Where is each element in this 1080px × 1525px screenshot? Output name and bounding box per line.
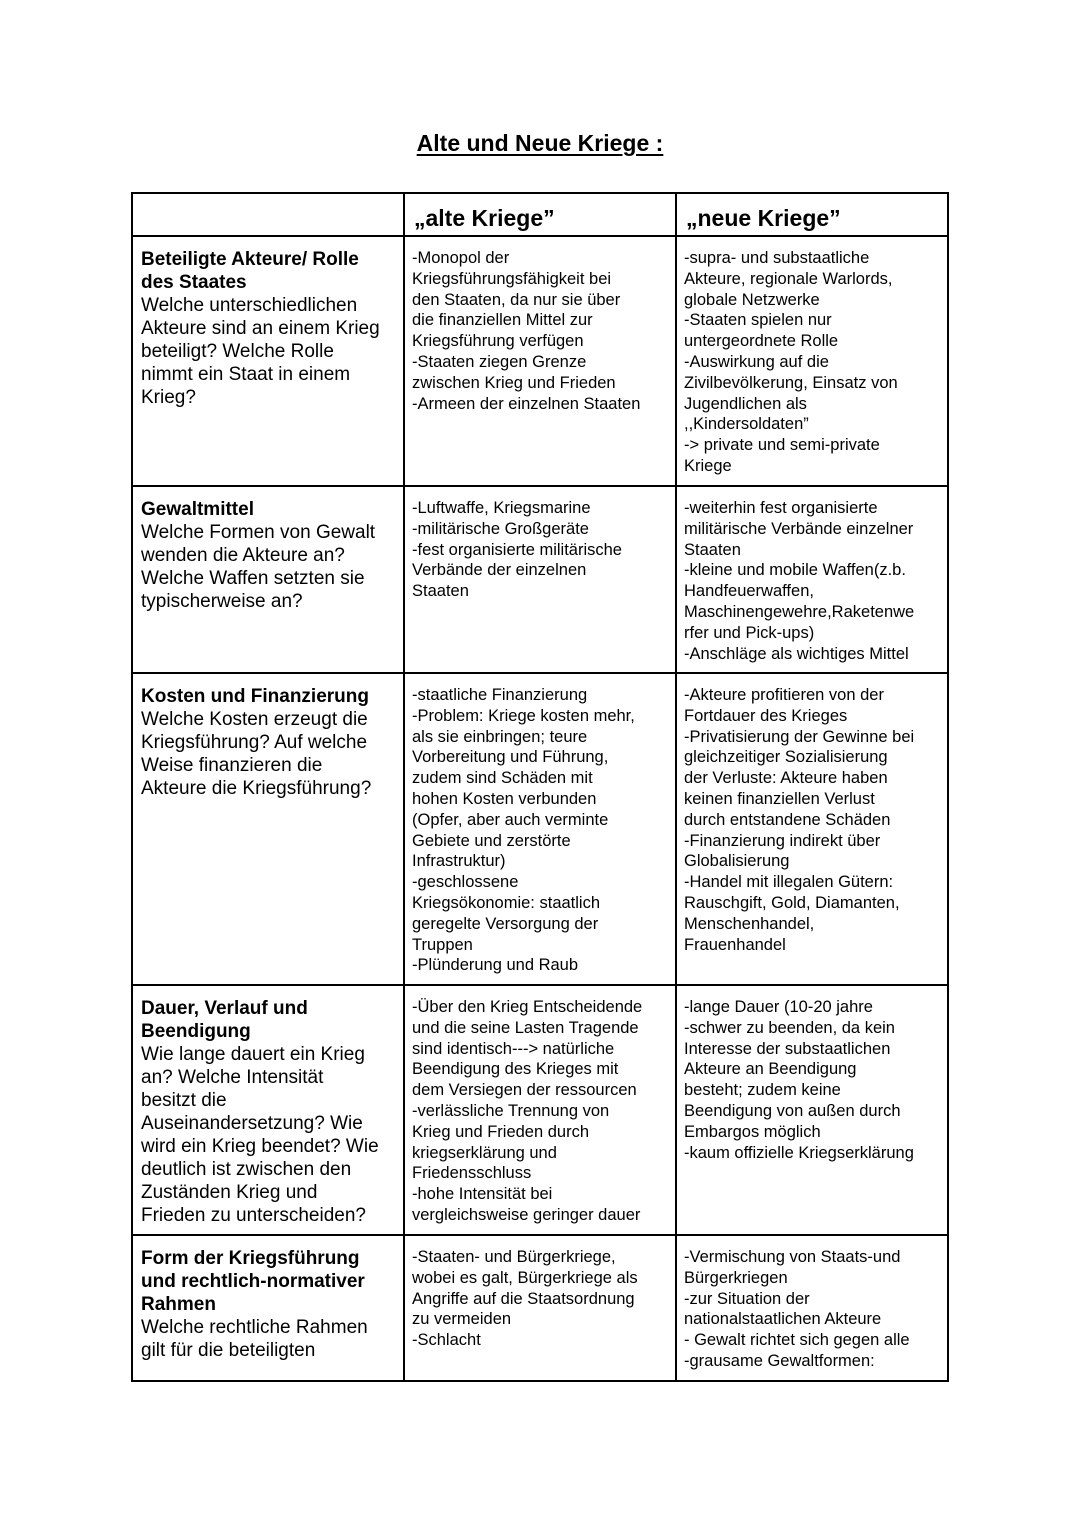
neue-kriege-text: -supra- und substaatliche [684,249,870,267]
header-empty-cell [132,193,404,236]
alte-kriege-cell [404,673,676,985]
neue-kriege-text: Frauenhandel [684,935,786,954]
category-title: Form der Kriegsführung [141,1248,360,1269]
category-question: Welche rechtliche Rahmen [141,1317,368,1338]
alte-kriege-text: Gebiete und zerstörte [412,831,571,850]
alte-kriege-text: zudem sind Schäden mit [412,769,593,788]
category-question: Wie lange dauert ein Krieg [141,1044,365,1065]
alte-kriege-text: Kriegsökonomie: staatlich [412,893,601,912]
header-row [132,193,948,236]
alte-kriege-text: Friedensschluss [412,1164,532,1183]
neue-kriege-text: Interesse der substaatlichen [684,1039,891,1058]
category-question: nimmt ein Staat in einem [141,364,351,385]
alte-kriege-text: -Luftwaffe, Kriegsmarine [412,499,591,517]
neue-kriege-text: nationalstaatlichen Akteure [684,1310,882,1329]
neue-kriege-text: - Gewalt richtet sich gegen alle [684,1331,910,1350]
alte-kriege-text: die finanziellen Mittel zur [412,311,593,330]
neue-kriege-text: militärische Verbände einzelner [684,519,914,538]
table-row [132,1235,948,1381]
alte-kriege-text: als sie einbringen; teure [412,727,588,746]
alte-kriege-text: Krieg und Frieden durch [412,1122,590,1141]
neue-kriege-text: Handfeuerwaffen, [684,582,814,601]
category-question: besitzt die [141,1090,227,1111]
category-cell [132,1235,404,1381]
category-question: typischerweise an? [141,591,303,612]
neue-kriege-text: ,,Kindersoldaten” [684,415,809,434]
category-title: Rahmen [141,1294,216,1315]
neue-kriege-text: -Akteure profitieren von der [684,686,884,704]
alte-kriege-text: -militärische Großgeräte [412,519,589,538]
neue-kriege-text: Rauschgift, Gold, Diamanten, [684,893,900,912]
alte-kriege-text: Infrastruktur) [412,852,506,871]
neue-kriege-text: -weiterhin fest organisierte [684,499,878,517]
alte-kriege-text: (Opfer, aber auch verminte [412,810,609,829]
category-question: wenden die Akteure an? [141,545,345,566]
alte-kriege-text: sind identisch---> natürliche [412,1039,615,1058]
category-question: Kriegsführung? Auf welche [141,732,368,753]
neue-kriege-text: Fortdauer des Krieges [684,706,848,725]
neue-kriege-text: -Auswirkung auf die [684,352,829,371]
alte-kriege-text: Staaten [412,582,469,601]
table-row [132,486,948,673]
alte-kriege-text: Kriegsführungsfähigkeit bei [412,269,612,288]
neue-kriege-text: -Finanzierung indirekt über [684,831,881,850]
category-question: Welche Waffen setzten sie [141,568,365,589]
alte-kriege-text: Angriffe auf die Staatsordnung [412,1289,635,1308]
neue-kriege-text: durch entstandene Schäden [684,810,891,829]
neue-kriege-text: -kleine und mobile Waffen(z.b. [684,561,906,580]
alte-kriege-text: Vorbereitung und Führung, [412,748,609,767]
category-cell [132,236,404,486]
neue-kriege-text: Akteure, regionale Warlords, [684,269,893,288]
alte-kriege-text: zwischen Krieg und Frieden [412,373,616,392]
alte-kriege-cell [404,985,676,1235]
category-title: Dauer, Verlauf und [141,998,308,1019]
neue-kriege-text: -Privatisierung der Gewinne bei [684,727,915,746]
category-question: Welche Kosten erzeugt die [141,709,368,730]
alte-kriege-cell [404,486,676,673]
table-body [132,236,948,1381]
alte-kriege-text: kriegserklärung und [412,1143,557,1162]
neue-kriege-text: Globalisierung [684,852,790,871]
category-title: und rechtlich-normativer [141,1271,365,1292]
category-cell [132,486,404,673]
table-row [132,673,948,985]
category-question: an? Welche Intensität [141,1067,324,1088]
neue-kriege-text: globale Netzwerke [684,290,820,309]
table-row [132,236,948,486]
neue-kriege-cell [676,236,948,486]
table-row [132,985,948,1235]
alte-kriege-text: -Staaten- und Bürgerkriege, [412,1248,616,1266]
category-title: Beendigung [141,1021,251,1042]
alte-kriege-text: hohen Kosten verbunden [412,789,597,808]
neue-kriege-text: gleichzeitiger Sozialisierung [684,748,888,767]
alte-kriege-text: Truppen [412,935,473,954]
category-question: gilt für die beteiligten [141,1340,316,1361]
category-question: Auseinandersetzung? Wie [141,1113,363,1134]
alte-kriege-text: -Plünderung und Raub [412,956,579,975]
alte-kriege-text: geregelte Versorgung der [412,914,599,933]
alte-kriege-text: -geschlossene [412,873,519,892]
neue-kriege-text: -Anschläge als wichtiges Mittel [684,644,909,663]
category-question: Zuständen Krieg und [141,1182,318,1203]
header-alte-kriege: „alte Kriege” [404,193,676,236]
category-question: beteiligt? Welche Rolle [141,341,334,362]
neue-kriege-text: -Staaten spielen nur [684,311,832,330]
neue-kriege-text: Maschinengewehre,Raketenwe [684,602,915,621]
neue-kriege-text: -> private und semi-private [684,436,880,455]
neue-kriege-text: -zur Situation der [684,1289,810,1308]
neue-kriege-text: keinen finanziellen Verlust [684,789,875,808]
alte-kriege-text: -verlässliche Trennung von [412,1101,610,1120]
category-question: wird ein Krieg beendet? Wie [141,1136,379,1157]
neue-kriege-text: Bürgerkriegen [684,1268,788,1287]
alte-kriege-text: -Über den Krieg Entscheidende [412,998,643,1016]
category-title: Kosten und Finanzierung [141,686,369,707]
neue-kriege-text: Akteure an Beendigung [684,1060,857,1079]
alte-kriege-cell [404,1235,676,1381]
neue-kriege-text: rfer und Pick-ups) [684,623,815,642]
neue-kriege-text: Beendigung von außen durch [684,1101,901,1120]
alte-kriege-text: -Schlacht [412,1331,481,1350]
document-title: Alte und Neue Kriege : [416,130,664,156]
neue-kriege-text: besteht; zudem keine [684,1081,841,1100]
alte-kriege-text: und die seine Lasten Tragende [412,1018,639,1037]
category-question: Akteure sind an einem Krieg [141,318,380,339]
neue-kriege-cell [676,1235,948,1381]
neue-kriege-text: -Vermischung von Staats-und [684,1248,901,1266]
neue-kriege-text: Embargos möglich [684,1122,821,1141]
category-question: Akteure die Kriegsführung? [141,778,372,799]
neue-kriege-text: -kaum offizielle Kriegserklärung [684,1143,914,1162]
neue-kriege-text: -Handel mit illegalen Gütern: [684,873,894,892]
category-cell [132,673,404,985]
neue-kriege-text: Staaten [684,540,741,559]
neue-kriege-cell [676,486,948,673]
alte-kriege-text: -Monopol der [412,249,510,267]
neue-kriege-text: -schwer zu beenden, da kein [684,1018,895,1037]
category-question: Frieden zu unterscheiden? [141,1205,366,1226]
category-title: Beteiligte Akteure/ Rolle [141,249,359,270]
alte-kriege-text: Verbände der einzelnen [412,561,587,580]
comparison-table [131,192,949,1382]
alte-kriege-text: Beendigung des Krieges mit [412,1060,619,1079]
alte-kriege-text: -Armeen der einzelnen Staaten [412,394,641,413]
neue-kriege-text: untergeordnete Rolle [684,332,839,351]
alte-kriege-text: vergleichsweise geringer dauer [412,1205,641,1224]
category-cell [132,985,404,1235]
category-title: Gewaltmittel [141,499,254,520]
category-title: des Staates [141,272,247,293]
alte-kriege-text: -staatliche Finanzierung [412,686,588,704]
category-question: Welche Formen von Gewalt [141,522,376,543]
category-question: Krieg? [141,387,196,408]
neue-kriege-text: Zivilbevölkerung, Einsatz von [684,373,898,392]
neue-kriege-text: -grausame Gewaltformen: [684,1351,875,1370]
neue-kriege-text: der Verluste: Akteure haben [684,769,888,788]
neue-kriege-text: Kriege [684,456,732,475]
alte-kriege-text: den Staaten, da nur sie über [412,290,621,309]
alte-kriege-cell [404,236,676,486]
alte-kriege-text: -Problem: Kriege kosten mehr, [412,706,635,725]
category-question: deutlich ist zwischen den [141,1159,352,1180]
neue-kriege-text: Menschenhandel, [684,914,815,933]
alte-kriege-text: dem Versiegen der ressourcen [412,1081,637,1100]
alte-kriege-text: zu vermeiden [412,1310,512,1329]
neue-kriege-cell [676,673,948,985]
header-neue-kriege: „neue Kriege” [676,193,948,236]
alte-kriege-text: Kriegsführung verfügen [412,332,584,351]
alte-kriege-text: -hohe Intensität bei [412,1185,553,1204]
neue-kriege-text: Jugendlichen als [684,394,807,413]
neue-kriege-text: -lange Dauer (10-20 jahre [684,998,873,1016]
category-question: Welche unterschiedlichen [141,295,358,316]
alte-kriege-text: wobei es galt, Bürgerkriege als [412,1268,638,1287]
alte-kriege-text: -Staaten ziegen Grenze [412,352,587,371]
alte-kriege-text: -fest organisierte militärische [412,540,622,559]
category-question: Weise finanzieren die [141,755,323,776]
neue-kriege-cell [676,985,948,1235]
